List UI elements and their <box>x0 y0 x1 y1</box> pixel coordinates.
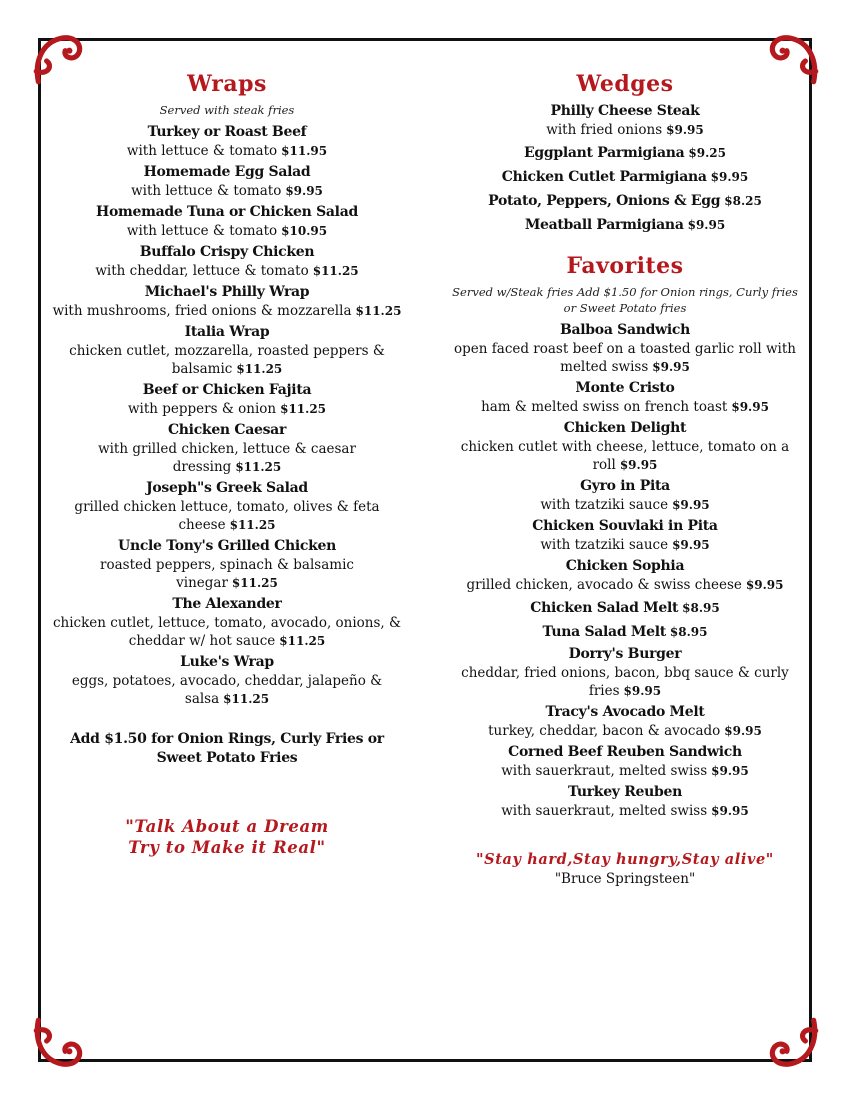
menu-item-price: $11.95 <box>281 144 328 158</box>
menu-item-name: Chicken Salad Melt <box>530 600 679 616</box>
menu-item-price: $9.95 <box>745 578 784 592</box>
menu-item-description-text: grilled chicken lettuce, tomato, olives & feta cheese <box>74 499 380 533</box>
menu-item-description-text: with tzatziki sauce <box>540 537 669 553</box>
menu-item-name: Meatball Parmigiana <box>524 217 684 233</box>
menu-item-description-text: turkey, cheddar, bacon & avocado <box>488 723 721 739</box>
menu-item-description <box>440 664 810 700</box>
menu-item-description-text: chicken cutlet with cheese, lettuce, tomato on a roll <box>460 439 790 473</box>
menu-item-description-text: with sauerkraut, melted swiss <box>501 763 708 779</box>
quote-left-line1: "Talk About a Dream <box>125 817 329 836</box>
menu-item-name: Chicken Cutlet Parmigiana <box>501 169 707 185</box>
menu-item-description <box>52 440 402 476</box>
menu-item-description-text: with lettuce & tomato <box>126 143 278 159</box>
menu-item-name: The Alexander <box>172 596 282 612</box>
menu-item-description <box>52 142 402 160</box>
menu-item-name: Homemade Egg Salad <box>143 164 311 180</box>
menu-item-price: $9.95 <box>710 170 749 184</box>
menu-item <box>52 163 402 200</box>
menu-item <box>440 517 810 554</box>
menu-item-description <box>52 556 402 592</box>
wraps-title: Wraps <box>187 71 267 97</box>
menu-item-price: $11.25 <box>223 692 270 706</box>
menu-item-name: Turkey or Roast Beef <box>147 124 307 140</box>
menu-item-description <box>440 576 810 594</box>
menu-item-name: Joseph"s Greek Salad <box>146 480 308 496</box>
menu-item-description-text: ham & melted swiss on french toast <box>481 399 728 415</box>
wraps-note: Served with steak fries <box>159 103 295 117</box>
menu-item-price: $9.95 <box>652 360 690 374</box>
favorites-list <box>440 321 810 820</box>
menu-item-description <box>52 614 402 650</box>
menu-item-name: Uncle Tony's Grilled Chicken <box>118 538 336 554</box>
menu-item <box>440 321 810 376</box>
menu-item-description-text: chicken cutlet, mozzarella, roasted peppers & balsamic <box>69 343 385 377</box>
menu-item-name: Gyro in Pita <box>580 478 670 494</box>
menu-item <box>52 653 402 708</box>
menu-item <box>440 743 810 780</box>
favorites-title: Favorites <box>566 253 684 279</box>
menu-item <box>440 379 810 416</box>
menu-item-name: Tuna Salad Melt <box>542 624 666 640</box>
menu-item-description <box>52 400 402 418</box>
menu-item-name: Corned Beef Reuben Sandwich <box>508 744 742 760</box>
menu-item-price: $9.95 <box>731 400 769 414</box>
menu-item <box>440 419 810 474</box>
menu-item-name: Italia Wrap <box>184 324 270 340</box>
menu-item <box>440 621 810 642</box>
menu-item-price: $11.25 <box>235 460 282 474</box>
menu-item-name: Chicken Souvlaki in Pita <box>532 518 718 534</box>
menu-item-description <box>52 498 402 534</box>
menu-item-price: $9.95 <box>672 538 710 552</box>
menu-item <box>440 142 810 163</box>
menu-item-price: $8.25 <box>724 194 762 208</box>
menu-item-price: $9.95 <box>672 498 710 512</box>
menu-item-name: Chicken Caesar <box>167 422 287 438</box>
menu-item-price: $9.95 <box>285 184 323 198</box>
quote-right-text: "Stay hard,Stay hungry,Stay alive" <box>476 851 774 868</box>
menu-item <box>52 283 402 320</box>
menu-item-price: $11.25 <box>229 518 276 532</box>
wraps-list <box>52 123 402 708</box>
menu-item-name: Turkey Reuben <box>568 784 682 800</box>
menu-item-description-text: with fried onions <box>546 122 663 138</box>
menu-item-description <box>440 496 810 514</box>
menu-item-description <box>52 342 402 378</box>
menu-item <box>52 537 402 592</box>
left-column <box>52 70 402 858</box>
menu-item <box>52 203 402 240</box>
menu-item-description <box>52 262 402 280</box>
menu-item-description-text: chicken cutlet, lettuce, tomato, avocado, onions, & cheddar w/ hot sauce <box>52 615 402 649</box>
menu-item-description <box>52 302 402 320</box>
menu-item-price: $9.95 <box>666 123 704 137</box>
menu-item-price: $11.25 <box>231 576 278 590</box>
menu-item-name: Beef or Chicken Fajita <box>142 382 312 398</box>
menu-item-price: $11.25 <box>236 362 283 376</box>
menu-item <box>440 703 810 740</box>
menu-item <box>440 190 810 211</box>
menu-item <box>52 243 402 280</box>
menu-item-price: $9.95 <box>711 764 749 778</box>
corner-swirl-bottom-right <box>762 1010 824 1072</box>
wedges-title: Wedges <box>576 71 674 97</box>
menu-item-price: $11.25 <box>279 634 326 648</box>
menu-item-description <box>52 182 402 200</box>
menu-item-price: $11.25 <box>355 304 402 318</box>
wraps-addon: Add $1.50 for Onion Rings, Curly Fries or Sweet Potato Fries <box>70 731 384 766</box>
menu-item-description <box>440 722 810 740</box>
menu-item-description <box>52 222 402 240</box>
wedges-list <box>440 102 810 235</box>
menu-item-price: $9.95 <box>623 684 662 698</box>
menu-item-description-text: with lettuce & tomato <box>131 183 282 199</box>
menu-item <box>440 597 810 618</box>
menu-item <box>52 323 402 378</box>
menu-item-name: Balboa Sandwich <box>559 322 691 338</box>
corner-swirl-bottom-left <box>28 1010 90 1072</box>
menu-item-description-text: eggs, potatoes, avocado, cheddar, jalapeño & salsa <box>71 673 383 707</box>
menu-item-description <box>440 438 810 474</box>
menu-item <box>52 421 402 476</box>
menu-item-description <box>440 536 810 554</box>
menu-item-description <box>440 340 810 376</box>
menu-item-description <box>440 762 810 780</box>
menu-item-name: Luke's Wrap <box>180 654 274 670</box>
menu-item-name: Potato, Peppers, Onions & Egg <box>488 193 721 209</box>
menu-item-price: $11.25 <box>312 264 359 278</box>
menu-item-name: Eggplant Parmigiana <box>524 145 685 161</box>
menu-item-name: Buffalo Crispy Chicken <box>139 244 315 260</box>
menu-item-description-text: with grilled chicken, lettuce & caesar dressing <box>98 441 356 475</box>
menu-item-description <box>440 398 810 416</box>
menu-item-name: Dorry's Burger <box>568 646 682 662</box>
menu-item <box>440 166 810 187</box>
menu-item-name: Monte Cristo <box>575 380 675 396</box>
menu-item-price: $9.95 <box>724 724 762 738</box>
menu-item <box>52 595 402 650</box>
quote-right-attribution: "Bruce Springsteen" <box>554 871 696 887</box>
menu-item-description-text: with cheddar, lettuce & tomato <box>95 263 309 279</box>
menu-item-name: Chicken Sophia <box>565 558 685 574</box>
menu-item-name: Michael's Philly Wrap <box>144 284 310 300</box>
menu-item-price: $8.95 <box>682 601 720 615</box>
menu-item-price: $9.25 <box>688 146 726 160</box>
right-column <box>440 70 810 888</box>
menu-item <box>440 477 810 514</box>
menu-item-price: $10.95 <box>281 224 328 238</box>
menu-item <box>52 123 402 160</box>
menu-item-description <box>440 121 810 139</box>
menu-item-price: $9.95 <box>619 458 658 472</box>
menu-item-name: Homemade Tuna or Chicken Salad <box>96 204 358 220</box>
menu-item-price: $11.25 <box>280 402 327 416</box>
menu-item <box>440 783 810 820</box>
menu-item-price: $8.95 <box>669 625 708 639</box>
menu-item-description-text: grilled chicken, avocado & swiss cheese <box>466 577 742 593</box>
menu-item <box>52 381 402 418</box>
menu-item-price: $9.95 <box>711 804 749 818</box>
menu-item-description-text: with tzatziki sauce <box>540 497 669 513</box>
menu-item-description <box>52 672 402 708</box>
menu-item <box>440 557 810 594</box>
menu-item <box>440 645 810 700</box>
menu-item-description-text: cheddar, fried onions, bacon, bbq sauce & curly fries <box>461 665 789 699</box>
menu-item-description-text: with peppers & onion <box>127 401 277 417</box>
menu-item-name: Philly Cheese Steak <box>550 103 700 119</box>
quote-left-line2: Try to Make it Real" <box>128 838 326 857</box>
menu-item-price: $9.95 <box>687 218 726 232</box>
menu-item <box>52 479 402 534</box>
menu-item-description-text: with lettuce & tomato <box>126 223 278 239</box>
menu-item-name: Tracy's Avocado Melt <box>545 704 705 720</box>
favorites-note: Served w/Steak fries Add $1.50 for Onion rings, Curly fries or Sweet Potato fries <box>452 285 798 315</box>
menu-item-name: Chicken Delight <box>563 420 687 436</box>
menu-item-description <box>440 802 810 820</box>
menu-item <box>440 214 810 235</box>
menu-item-description-text: roasted peppers, spinach & balsamic vinegar <box>100 557 354 591</box>
menu-item <box>440 102 810 139</box>
menu-item-description-text: with mushrooms, fried onions & mozzarella <box>52 303 352 319</box>
menu-item-description-text: with sauerkraut, melted swiss <box>501 803 708 819</box>
menu-item-description-text: open faced roast beef on a toasted garlic roll with melted swiss <box>454 341 796 375</box>
